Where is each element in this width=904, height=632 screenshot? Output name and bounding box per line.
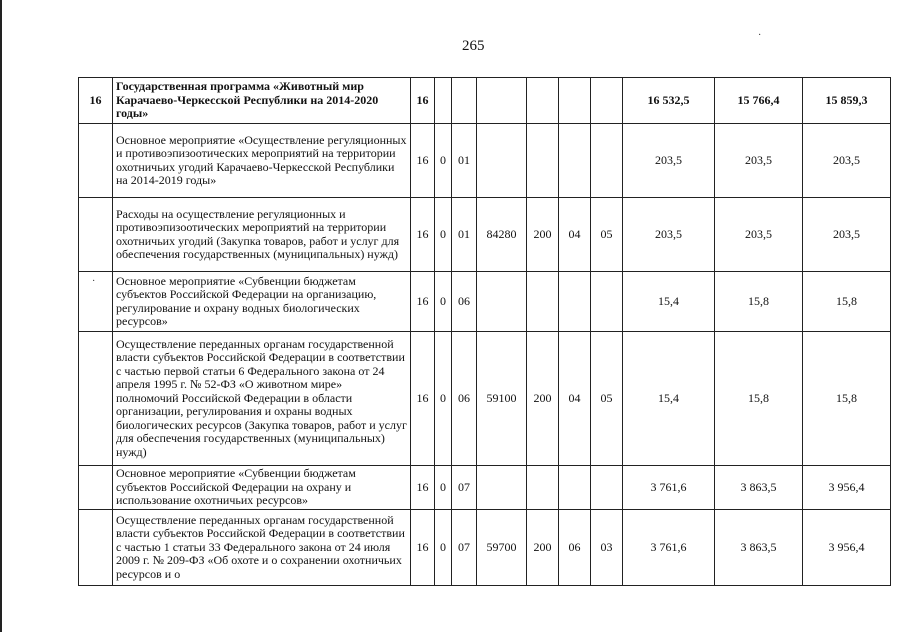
target-code: [477, 272, 527, 332]
section-code: [559, 272, 591, 332]
subsection-code: 03: [591, 510, 623, 586]
row-number: [79, 466, 113, 510]
event-code: 07: [452, 510, 477, 586]
table-row: [79, 198, 891, 272]
target-code: 59700: [477, 510, 527, 586]
row-number: [79, 272, 113, 332]
program-code: 16: [411, 78, 435, 124]
section-code: 06: [559, 510, 591, 586]
page-number: 265: [462, 38, 485, 54]
target-code: [477, 124, 527, 198]
subsection-code: [591, 124, 623, 198]
program-code: 16: [411, 466, 435, 510]
subprogram-code: 0: [435, 466, 452, 510]
expense-type-code: [527, 272, 559, 332]
table-row: [79, 124, 891, 198]
scan-speck: ·: [758, 30, 762, 41]
amount-col-2: 203,5: [715, 124, 803, 198]
amount-col-1: 3 761,6: [623, 466, 715, 510]
amount-col-1: 16 532,5: [623, 78, 715, 124]
expense-type-code: 200: [527, 198, 559, 272]
program-code: 16: [411, 332, 435, 466]
amount-col-3: 3 956,4: [803, 510, 891, 586]
amount-col-3: 15,8: [803, 332, 891, 466]
event-code: 01: [452, 198, 477, 272]
expense-type-code: [527, 466, 559, 510]
program-code: 16: [411, 198, 435, 272]
section-code: [559, 124, 591, 198]
item-name: Расходы на осуществление регуляционных и противоэпизоотических мероприятий на территории охотничьих угодий (Закупка товаров, работ и услуг для обеспечения государственных (муниципальных) нужд): [113, 198, 411, 272]
event-code: 06: [452, 332, 477, 466]
program-code: 16: [411, 510, 435, 586]
target-code: 59100: [477, 332, 527, 466]
amount-col-3: 3 956,4: [803, 466, 891, 510]
item-name: Основное мероприятие «Осуществление регуляционных и противоэпизоотических мероприятий на территории охотничьих угодий Карачаево-Черкесской Республики на 2014-2019 годы»: [113, 124, 411, 198]
subsection-code: [591, 272, 623, 332]
section-code: [559, 466, 591, 510]
amount-col-2: 3 863,5: [715, 466, 803, 510]
table-row: [79, 466, 891, 510]
table-row: [79, 332, 891, 466]
subsection-code: [591, 78, 623, 124]
event-code: 07: [452, 466, 477, 510]
section-code: 04: [559, 198, 591, 272]
amount-col-2: 15,8: [715, 332, 803, 466]
budget-table: [78, 77, 891, 586]
table-row: [79, 510, 891, 586]
program-code: 16: [411, 124, 435, 198]
expense-type-code: [527, 124, 559, 198]
row-number: [79, 124, 113, 198]
event-code: 06: [452, 272, 477, 332]
row-number: 16: [79, 78, 113, 124]
subprogram-code: 0: [435, 198, 452, 272]
row-number: [79, 198, 113, 272]
amount-col-1: 15,4: [623, 332, 715, 466]
expense-type-code: 200: [527, 332, 559, 466]
subprogram-code: 0: [435, 272, 452, 332]
amount-col-1: 15,4: [623, 272, 715, 332]
amount-col-1: 203,5: [623, 124, 715, 198]
section-code: 04: [559, 332, 591, 466]
amount-col-2: 3 863,5: [715, 510, 803, 586]
amount-col-3: 203,5: [803, 198, 891, 272]
subprogram-code: 0: [435, 510, 452, 586]
row-number: [79, 510, 113, 586]
program-code: 16: [411, 272, 435, 332]
row-number: [79, 332, 113, 466]
target-code: [477, 78, 527, 124]
section-code: [559, 78, 591, 124]
amount-col-1: 3 761,6: [623, 510, 715, 586]
scan-edge-line: [0, 0, 2, 632]
amount-col-1: 203,5: [623, 198, 715, 272]
subsection-code: [591, 466, 623, 510]
subprogram-code: [435, 78, 452, 124]
subsection-code: 05: [591, 198, 623, 272]
scan-speck: ·: [92, 276, 96, 287]
amount-col-2: 203,5: [715, 198, 803, 272]
amount-col-3: 15,8: [803, 272, 891, 332]
subsection-code: 05: [591, 332, 623, 466]
item-name: Основное мероприятие «Субвенции бюджетам субъектов Российской Федерации на охрану и использование охотничьих ресурсов»: [113, 466, 411, 510]
amount-col-3: 203,5: [803, 124, 891, 198]
amount-col-2: 15,8: [715, 272, 803, 332]
amount-col-2: 15 766,4: [715, 78, 803, 124]
item-name: Основное мероприятие «Субвенции бюджетам субъектов Российской Федерации на организацию, регулирование и охрану водных биологических ресурсов»: [113, 272, 411, 332]
item-name: Осуществление переданных органам государственной власти субъектов Российской Федерации в соответствии с частью первой статьи 6 Федерального закона от 24 апреля 1995 г. № 52-ФЗ «О животном мире» полномочий Российской Федерации в области организации, регулирования и охраны водных биологических ресурсов (Закупка товаров, работ и услуг для обеспечения государственных (муниципальных) нужд): [113, 332, 411, 466]
table-row: [79, 272, 891, 332]
item-name: Государственная программа «Животный мир Карачаево-Черкесской Республики на 2014-2020 годы»: [113, 78, 411, 124]
event-code: 01: [452, 124, 477, 198]
item-name: Осуществление переданных органам государственной власти субъектов Российской Федерации в соответствии с частью 1 статьи 33 Федерального закона от 24 июля 2009 г. № 209-ФЗ «Об охоте и о сохранении охотничьих ресурсов и о: [113, 510, 411, 586]
subprogram-code: 0: [435, 332, 452, 466]
expense-type-code: 200: [527, 510, 559, 586]
target-code: [477, 466, 527, 510]
target-code: 84280: [477, 198, 527, 272]
expense-type-code: [527, 78, 559, 124]
amount-col-3: 15 859,3: [803, 78, 891, 124]
subprogram-code: 0: [435, 124, 452, 198]
event-code: [452, 78, 477, 124]
table-row: [79, 78, 891, 124]
